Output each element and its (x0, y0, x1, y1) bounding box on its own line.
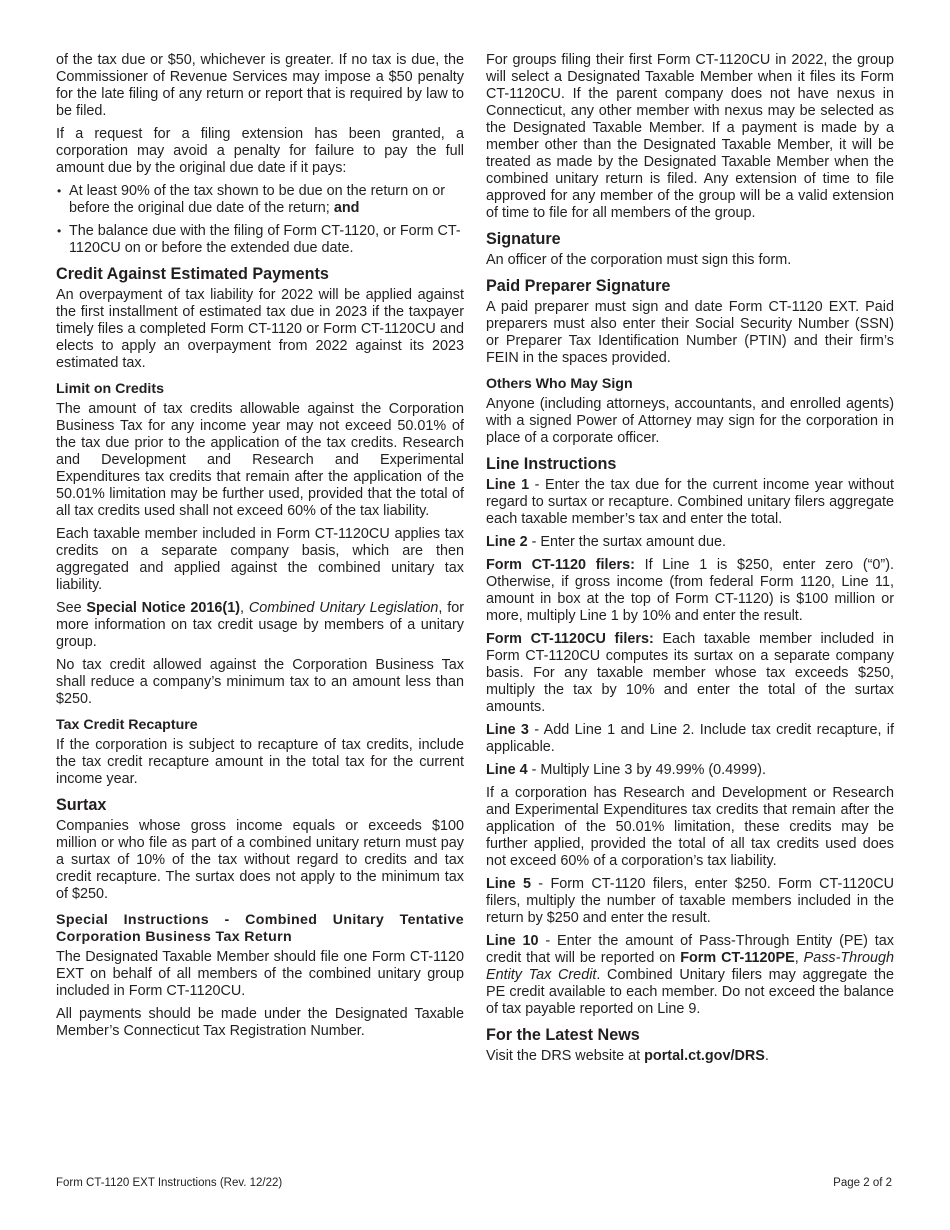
surtax-heading: Surtax (56, 796, 107, 814)
line-10-instruction (486, 933, 894, 1018)
special-notice-paragraph (56, 600, 464, 651)
line-1-instruction (486, 477, 894, 528)
filer-text: If Line 1 is $250, enter zero (“0”). Otherwise, if gross income (from federal Form 1120, Line 11, amount in box at the top of Form CT-1120) is $100 million or more, multiply Line 1 by 10% and enter the result. (486, 557, 894, 624)
special-instructions-heading: Special Instructions - Combined Unitary Tentative Corporation Business Tax Return (56, 912, 464, 945)
notice-title: Combined Unitary Legislation (248, 600, 439, 616)
minimum-tax-paragraph: No tax credit allowed against the Corporation Business Tax shall reduce a company’s minimum tax to an amount less than $250. (56, 657, 464, 707)
form-title: Pass-Through Entity Tax Credit (486, 950, 894, 983)
limit-paragraph-1: The amount of tax credits allowable against the Corporation Business Tax for any income year may not exceed 50.01% of the tax due prior to the application of the tax credits. Research and Development and Research and Experimental Expenditures tax credits that remain after the application of the 50.01% limitation may be further used, provided that the total of all tax credits used shall not exceed 60% of the tax liability. (56, 401, 464, 519)
list-item (56, 183, 464, 217)
line-5-instruction (486, 876, 894, 927)
visit-text: Visit the DRS website at (486, 1048, 645, 1064)
payments-paragraph: All payments should be made under the Designated Taxable Member’s Connecticut Tax Registration Number. (56, 1006, 464, 1039)
bullet-text: At least 90% of the tax shown to be due on the return on or before the original due date of the return; (69, 183, 445, 216)
extension-paragraph: If a request for a filing extension has been granted, a corporation may avoid a penalty for failure to pay the full amount due by the original due date if it pays: (56, 126, 464, 176)
line-label: Line 1 (486, 477, 530, 493)
filer-label: Form CT-1120CU filers: (486, 631, 654, 647)
line-text: - Enter the surtax amount due. (527, 534, 726, 550)
signature-paragraph: An officer of the corporation must sign this form. (486, 252, 792, 268)
penalty-paragraph: of the tax due or $50, whichever is greater. If no tax is due, the Commissioner of Revenue Services may impose a $50 penalty for the late filing of any return or report that is required by law to be filed. (56, 52, 464, 119)
filer-text: Each taxable member included in Form CT-1120CU computes its surtax on a separate company basis. For any taxable member whose tax exceeds $250, multiply the tax by 10% and enter the total of the surtax amounts. (486, 631, 894, 715)
ct1120cu-filers-instruction (486, 631, 894, 716)
see-rest: , for more information on tax credit usage by members of a unitary group. (56, 600, 465, 650)
footer-page-number: Page 2 of 2 (833, 1177, 892, 1189)
footer-form-revision: Form CT-1120 EXT Instructions (Rev. 12/22) (56, 1177, 283, 1189)
signature-heading: Signature (486, 230, 561, 248)
line-3-instruction (486, 722, 894, 756)
others-heading: Others Who May Sign (486, 376, 633, 392)
line-text: - Multiply Line 3 by 49.99% (0.4999). (527, 762, 766, 778)
line-label: Line 5 (486, 876, 531, 892)
payment-conditions-list (56, 183, 464, 257)
see-comma: , (240, 600, 245, 616)
bullet-and: and (333, 200, 360, 216)
line-4-instruction (486, 762, 894, 779)
line-text: . Combined Unitary filers may aggregate the PE credit available to each member. Do not exceed the balance of tax payable reported on Line 9. (486, 967, 894, 1017)
line-2-instruction (486, 534, 894, 551)
line-text: - Enter the tax due for the current income year without regard to surtax or recapture. Combined unitary filers aggregate each taxable member’s tax and enter the total. (486, 477, 894, 527)
special-notice-ref: Special Notice 2016(1) (86, 600, 241, 616)
others-paragraph: Anyone (including attorneys, accountants, and enrolled agents) with a signed Power of Attorney may sign for the corporation in place of a corporate officer. (486, 396, 894, 446)
visit-paragraph (486, 1048, 894, 1065)
line-text: - Form CT-1120 filers, enter $250. Form CT-1120CU filers, multiply the number of taxable members included in the return by $250 and enter the result. (486, 876, 894, 926)
preparer-paragraph: A paid preparer must sign and date Form CT-1120 EXT. Paid preparers must also enter their Social Security Number (SSN) or Preparer Tax Identification Number (PTIN) and their firm’s FEIN in the spaces provided. (486, 299, 894, 366)
line-text: - Enter the amount of Pass-Through Entity (PE) tax credit that will be reported on (486, 933, 895, 966)
line-label: Line 2 (486, 534, 528, 550)
credit-estimated-heading: Credit Against Estimated Payments (56, 265, 329, 283)
surtax-paragraph: Companies whose gross income equals or exceeds $100 million or who file as part of a combined unitary return must pay a surtax of 10% of the tax without regard to credits and tax credit recapture. The surtax does not apply to the minimum tax of $250. (56, 818, 464, 902)
see-prefix: See (56, 600, 82, 616)
left-column (56, 52, 464, 1046)
line-label: Line 3 (486, 722, 529, 738)
recapture-paragraph: If the corporation is subject to recapture of tax credits, include the tax credit recapture amount in the total tax for the current income year. (56, 737, 464, 787)
form-ref: Form CT-1120PE (680, 950, 795, 966)
line-label: Line 4 (486, 762, 528, 778)
overpayment-paragraph: An overpayment of tax liability for 2022 will be applied against the first installment of estimated tax due in 2023 if the taxpayer timely files a completed Form CT-1120 or Form CT-1120CU and elects to apply an overpayment from 2022 against its 2023 estimated tax. (56, 287, 464, 371)
ct1120-filers-instruction (486, 557, 894, 625)
filer-label: Form CT-1120 filers: (486, 557, 635, 573)
right-column (486, 52, 894, 1071)
list-item (56, 223, 464, 257)
groups-paragraph: For groups filing their first Form CT-1120CU in 2022, the group will select a Designated Taxable Member when it files its Form CT-1120CU. If the parent company does not have nexus in Connecticut, any other member with nexus may be selected as the Designated Taxable Member. If a payment is made by a member other than the Designated Taxable Member, it will be treated as made by the Designated Taxable Member when the combined unitary return is filed. Any extension of time to file approved for any member of the group will be a valid extension of time to file for all members of the group. (486, 52, 894, 221)
line-label: Line 10 (486, 933, 539, 949)
line-text: - Add Line 1 and Line 2. Include tax credit recapture, if applicable. (486, 722, 894, 755)
drs-website-link[interactable]: portal.ct.gov/DRS (644, 1048, 765, 1064)
preparer-heading: Paid Preparer Signature (486, 277, 671, 295)
limit-paragraph-2: Each taxable member included in Form CT-1120CU applies tax credits on a separate company basis, which are then aggregated and applied against the combined unitary tax liability. (56, 526, 464, 593)
line-instructions-heading: Line Instructions (486, 455, 617, 473)
recapture-heading: Tax Credit Recapture (56, 717, 198, 733)
visit-end: . (764, 1048, 769, 1064)
latest-news-heading: For the Latest News (486, 1026, 640, 1044)
limit-credits-heading: Limit on Credits (56, 381, 164, 397)
line-comma: , (794, 950, 804, 966)
rd-credits-paragraph: If a corporation has Research and Development or Research and Experimental Expenditures tax credits that remain after the application of the 50.01% limitation, these credits may be further applied, provided the total of all tax credits used does not exceed 60% of a corporation’s tax liability. (486, 785, 894, 869)
designated-member-paragraph: The Designated Taxable Member should file one Form CT-1120 EXT on behalf of all members of the combined unitary group included in Form CT-1120CU. (56, 949, 464, 999)
bullet-text: The balance due with the filing of Form CT-1120, or Form CT-1120CU on or before the extended due date. (69, 223, 461, 256)
